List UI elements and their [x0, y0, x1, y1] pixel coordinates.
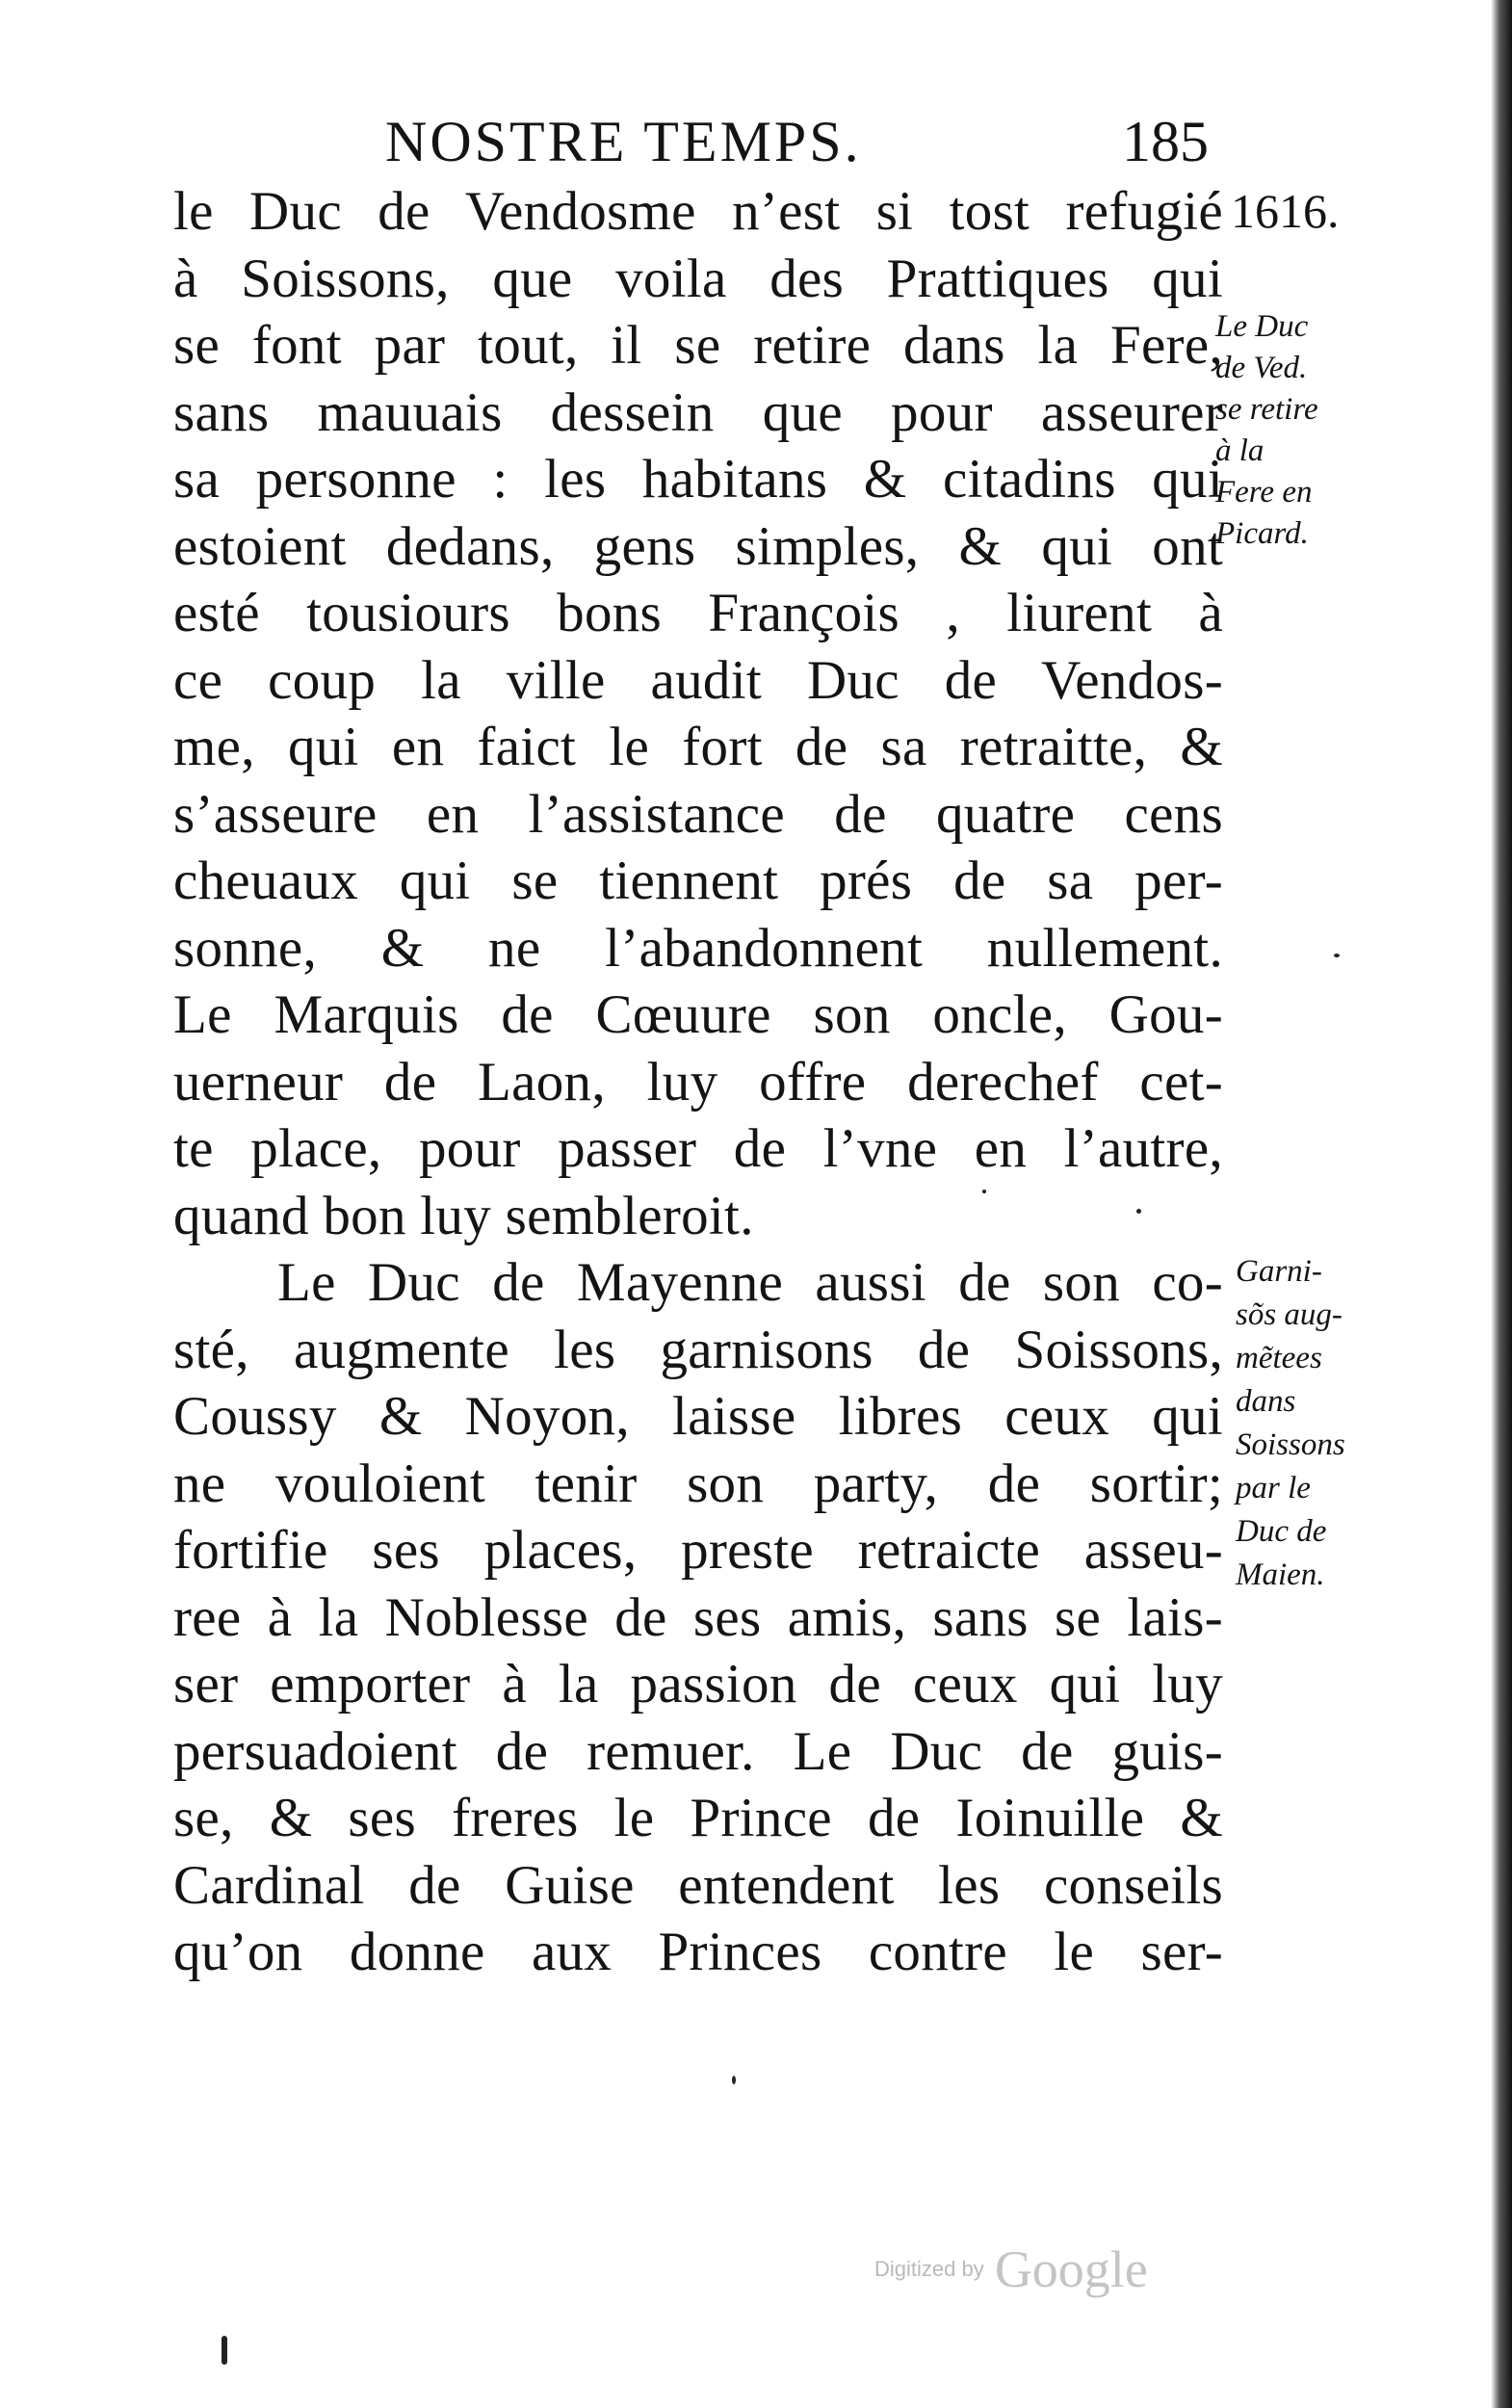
- scan-edge-shadow: [1491, 0, 1512, 2408]
- text-line: estoient dedans, gens simples, & qui ont: [173, 515, 1223, 577]
- text-line: Cardinal de Guise entendent les conseils: [173, 1854, 1223, 1916]
- text-line: persuadoient de remuer. Le Duc de guis-: [173, 1720, 1223, 1782]
- text-line: esté tousiours bons François , liurent à: [173, 583, 1223, 643]
- text-line: sans mauuais dessein que pour asseurer: [173, 381, 1223, 443]
- text-line: sté, augmente les garnisons de Soissons,: [173, 1319, 1223, 1380]
- marginal-line: par le: [1236, 1471, 1311, 1505]
- text-line: cheuaux qui se tiennent prés de sa per-: [173, 851, 1223, 911]
- marginal-line: Garni-: [1236, 1254, 1322, 1289]
- google-watermark: [874, 2239, 1148, 2299]
- text-line: se font par tout, il se retire dans la Fere,: [173, 315, 1223, 376]
- google-logo: Google: [994, 2240, 1148, 2298]
- text-line: à Soissons, que voila des Prattiques qui: [173, 248, 1223, 309]
- text-line: Le Marquis de Cœuure son oncle, Gou-: [173, 984, 1223, 1045]
- text-line: s’asseure en l’assistance de quatre cens: [173, 783, 1223, 845]
- margin-year: 1616.: [1231, 184, 1340, 238]
- marginal-note-garnisons: [1236, 1250, 1345, 1597]
- marginal-line: Maien.: [1236, 1557, 1325, 1592]
- body-text: [173, 178, 1223, 1986]
- text-line: ne vouloient tenir son party, de sortir;: [173, 1453, 1223, 1514]
- text-line: me, qui en faict le fort de sa retraitte, &: [173, 717, 1223, 777]
- scan-speck: [222, 2336, 227, 2365]
- marginal-line: dans: [1236, 1384, 1296, 1419]
- marginal-line: Fere en: [1215, 475, 1313, 510]
- text-line: quand bon luy sembleroit.: [173, 1185, 754, 1246]
- scan-speck: [982, 1190, 986, 1193]
- marginal-note-vendome: [1215, 306, 1318, 555]
- text-line: sonne, & ne l’abandonnent nullement.: [173, 917, 1223, 979]
- text-line: qu’on donne aux Princes contre le ser-: [173, 1922, 1223, 1982]
- watermark-prefix: Digitized by: [874, 2257, 984, 2281]
- text-line: ce coup la ville audit Duc de Vendos-: [173, 649, 1223, 711]
- text-line: le Duc de Vendosme n’est si tost refugié: [173, 181, 1223, 242]
- scan-speck: [1136, 1209, 1141, 1214]
- marginal-line: sõs aug-: [1236, 1297, 1343, 1332]
- scan-speck: [1334, 954, 1340, 957]
- text-line: se, & ses freres le Prince de Ioinuille &: [173, 1788, 1223, 1848]
- text-line: te place, pour passer de l’vne en l’autre,: [173, 1118, 1223, 1179]
- marginal-line: Soissons: [1236, 1427, 1345, 1462]
- text-line: ree à la Noblesse de ses amis, sans se lais-: [173, 1586, 1223, 1648]
- text-line: ser emporter à la passion de ceux qui luy: [173, 1654, 1223, 1714]
- page-number: 185: [1122, 110, 1209, 173]
- marginal-line: Le Duc: [1215, 309, 1309, 344]
- text-line: fortifie ses places, preste retraicte asseu-: [173, 1520, 1223, 1581]
- scan-speck: [732, 2076, 736, 2084]
- marginal-line: Duc de: [1236, 1514, 1327, 1549]
- text-line: uerneur de Laon, luy offre derechef cet-: [173, 1051, 1223, 1112]
- running-head: NOSTRE TEMPS.: [385, 110, 862, 173]
- marginal-line: se retire: [1215, 392, 1318, 427]
- text-line: Coussy & Noyon, laisse libres ceux qui: [173, 1386, 1223, 1447]
- marginal-line: mẽtees: [1236, 1341, 1322, 1375]
- text-line: Le Duc de Mayenne aussi de son co-: [277, 1252, 1223, 1313]
- marginal-line: Picard.: [1215, 516, 1309, 551]
- marginal-line: de Ved.: [1215, 351, 1308, 385]
- marginal-line: à la: [1215, 433, 1264, 468]
- text-line: sa personne : les habitans & citadins qui: [173, 449, 1223, 510]
